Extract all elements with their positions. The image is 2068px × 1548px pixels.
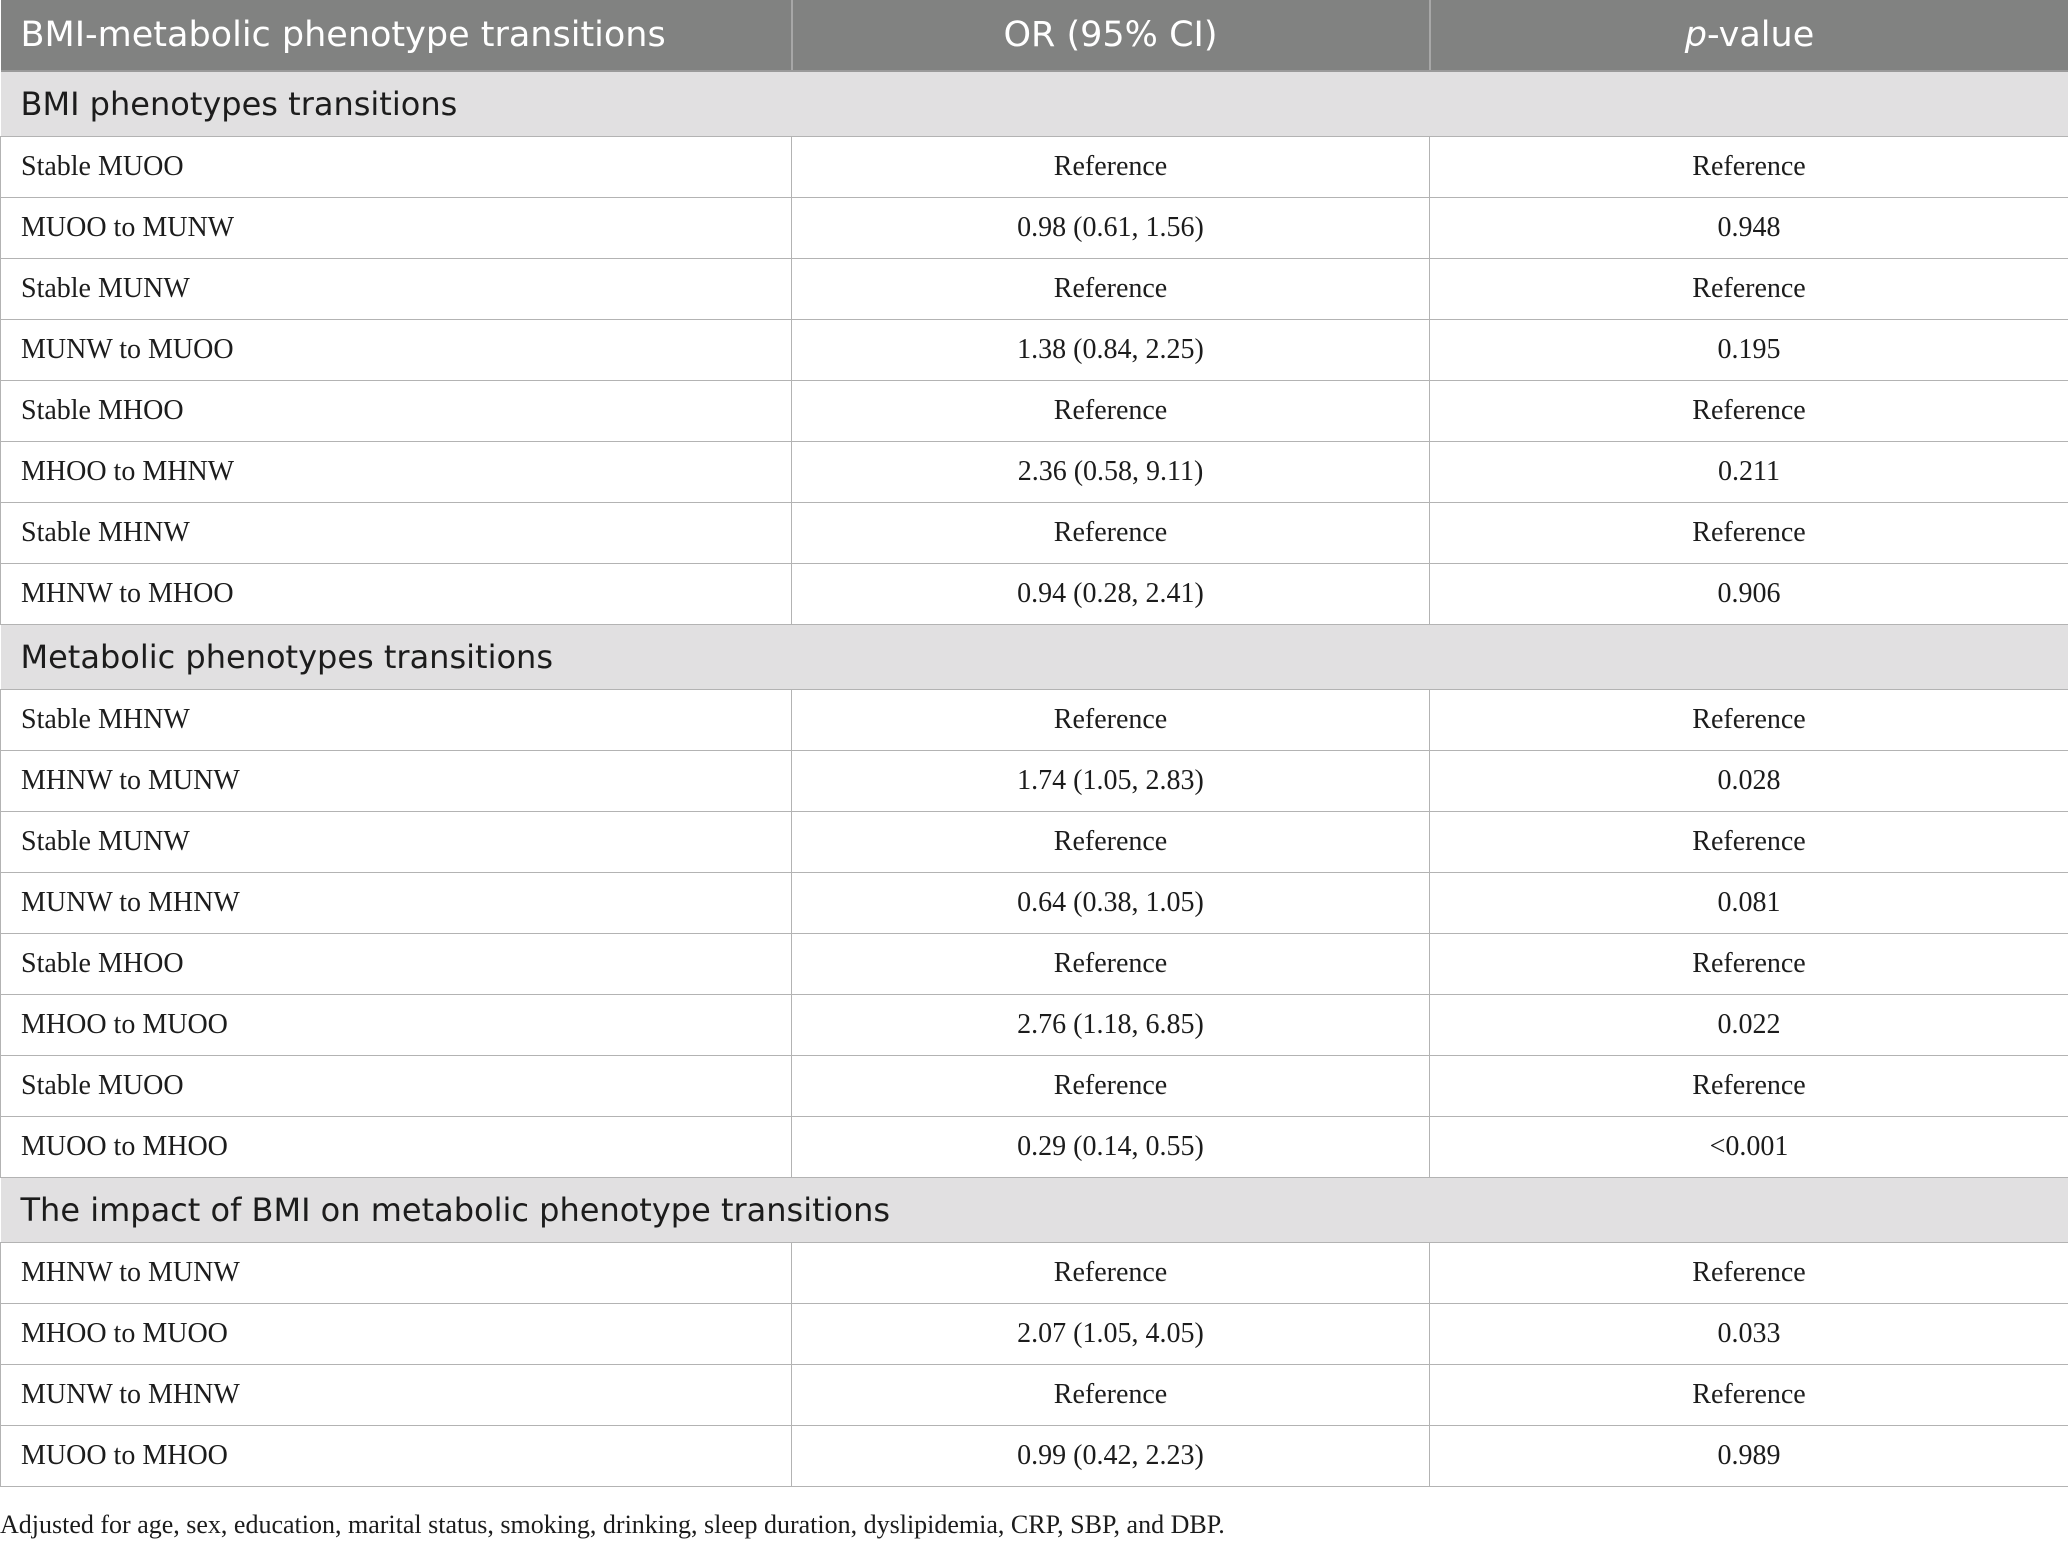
odds-ratio-cell: Reference xyxy=(792,934,1430,995)
row-label: MUNW to MUOO xyxy=(1,320,792,381)
row-label: MHOO to MHNW xyxy=(1,442,792,503)
section-title: BMI phenotypes transitions xyxy=(1,71,2068,137)
row-label: Stable MUNW xyxy=(1,259,792,320)
row-label: MUOO to MHOO xyxy=(1,1426,792,1487)
table-body xyxy=(1,71,2068,1487)
odds-ratio-cell: 1.38 (0.84, 2.25) xyxy=(792,320,1430,381)
table-row xyxy=(1,1243,2068,1304)
p-value-cell: Reference xyxy=(1430,137,2068,198)
table-header-row xyxy=(1,0,2068,71)
odds-ratio-cell: Reference xyxy=(792,1243,1430,1304)
section-header-row xyxy=(1,1178,2068,1243)
table-row xyxy=(1,995,2068,1056)
header-p-value xyxy=(1430,0,2068,71)
p-value-cell: 0.195 xyxy=(1430,320,2068,381)
table-row xyxy=(1,873,2068,934)
table-row xyxy=(1,259,2068,320)
odds-ratio-cell: Reference xyxy=(792,690,1430,751)
section-title: Metabolic phenotypes transitions xyxy=(1,625,2068,690)
p-value-cell: 0.081 xyxy=(1430,873,2068,934)
row-label: Stable MHNW xyxy=(1,690,792,751)
odds-ratio-cell: 0.99 (0.42, 2.23) xyxy=(792,1426,1430,1487)
section-header-row xyxy=(1,71,2068,137)
p-value-cell: 0.033 xyxy=(1430,1304,2068,1365)
table-row xyxy=(1,137,2068,198)
p-value-cell: Reference xyxy=(1430,934,2068,995)
header-p-italic: p xyxy=(1684,15,1707,55)
row-label: MHOO to MUOO xyxy=(1,995,792,1056)
p-value-cell: Reference xyxy=(1430,259,2068,320)
row-label: Stable MUOO xyxy=(1,1056,792,1117)
table-row xyxy=(1,442,2068,503)
table-row xyxy=(1,198,2068,259)
table-row xyxy=(1,751,2068,812)
row-label: MUNW to MHNW xyxy=(1,1365,792,1426)
row-label: MUNW to MHNW xyxy=(1,873,792,934)
p-value-cell: 0.211 xyxy=(1430,442,2068,503)
header-transitions: BMI-metabolic phenotype transitions xyxy=(1,0,792,71)
row-label: Stable MUOO xyxy=(1,137,792,198)
p-value-cell: Reference xyxy=(1430,381,2068,442)
table-footnote: Adjusted for age, sex, education, marital status, smoking, drinking, sleep duration, dyslipidemia, CRP, SBP, and DBP. xyxy=(0,1510,1225,1539)
p-value-cell: Reference xyxy=(1430,1365,2068,1426)
p-value-cell: <0.001 xyxy=(1430,1117,2068,1178)
odds-ratio-cell: 2.07 (1.05, 4.05) xyxy=(792,1304,1430,1365)
odds-ratio-cell: Reference xyxy=(792,1056,1430,1117)
odds-ratio-cell: Reference xyxy=(792,503,1430,564)
row-label: Stable MHNW xyxy=(1,503,792,564)
row-label: Stable MHOO xyxy=(1,934,792,995)
odds-ratio-cell: 0.98 (0.61, 1.56) xyxy=(792,198,1430,259)
p-value-cell: 0.022 xyxy=(1430,995,2068,1056)
row-label: MHNW to MUNW xyxy=(1,1243,792,1304)
row-label: Stable MUNW xyxy=(1,812,792,873)
header-p-rest: -value xyxy=(1706,15,1815,55)
table-row xyxy=(1,1365,2068,1426)
odds-ratio-cell: 2.76 (1.18, 6.85) xyxy=(792,995,1430,1056)
table-row xyxy=(1,503,2068,564)
table-row xyxy=(1,1426,2068,1487)
header-or: OR (95% CI) xyxy=(792,0,1430,71)
odds-ratio-cell: 1.74 (1.05, 2.83) xyxy=(792,751,1430,812)
table-row xyxy=(1,812,2068,873)
odds-ratio-cell: Reference xyxy=(792,812,1430,873)
odds-ratio-cell: 0.94 (0.28, 2.41) xyxy=(792,564,1430,625)
odds-ratio-cell: 0.29 (0.14, 0.55) xyxy=(792,1117,1430,1178)
row-label: MUOO to MUNW xyxy=(1,198,792,259)
odds-ratio-cell: Reference xyxy=(792,1365,1430,1426)
odds-ratio-cell: 2.36 (0.58, 9.11) xyxy=(792,442,1430,503)
table-row xyxy=(1,564,2068,625)
table-row xyxy=(1,934,2068,995)
p-value-cell: Reference xyxy=(1430,503,2068,564)
odds-ratio-cell: 0.64 (0.38, 1.05) xyxy=(792,873,1430,934)
odds-ratio-cell: Reference xyxy=(792,137,1430,198)
row-label: Stable MHOO xyxy=(1,381,792,442)
section-header-row xyxy=(1,625,2068,690)
row-label: MHOO to MUOO xyxy=(1,1304,792,1365)
p-value-cell: 0.906 xyxy=(1430,564,2068,625)
row-label: MHNW to MUNW xyxy=(1,751,792,812)
table-row xyxy=(1,381,2068,442)
p-value-cell: Reference xyxy=(1430,812,2068,873)
table-row xyxy=(1,1056,2068,1117)
table-row xyxy=(1,320,2068,381)
p-value-cell: 0.948 xyxy=(1430,198,2068,259)
p-value-cell: Reference xyxy=(1430,1243,2068,1304)
table-row xyxy=(1,1304,2068,1365)
table-row xyxy=(1,1117,2068,1178)
row-label: MUOO to MHOO xyxy=(1,1117,792,1178)
odds-ratio-cell: Reference xyxy=(792,259,1430,320)
p-value-cell: Reference xyxy=(1430,1056,2068,1117)
p-value-cell: 0.028 xyxy=(1430,751,2068,812)
p-value-cell: Reference xyxy=(1430,690,2068,751)
table-row xyxy=(1,690,2068,751)
p-value-cell: 0.989 xyxy=(1430,1426,2068,1487)
odds-ratio-cell: Reference xyxy=(792,381,1430,442)
row-label: MHNW to MHOO xyxy=(1,564,792,625)
section-title: The impact of BMI on metabolic phenotype transitions xyxy=(1,1178,2068,1243)
